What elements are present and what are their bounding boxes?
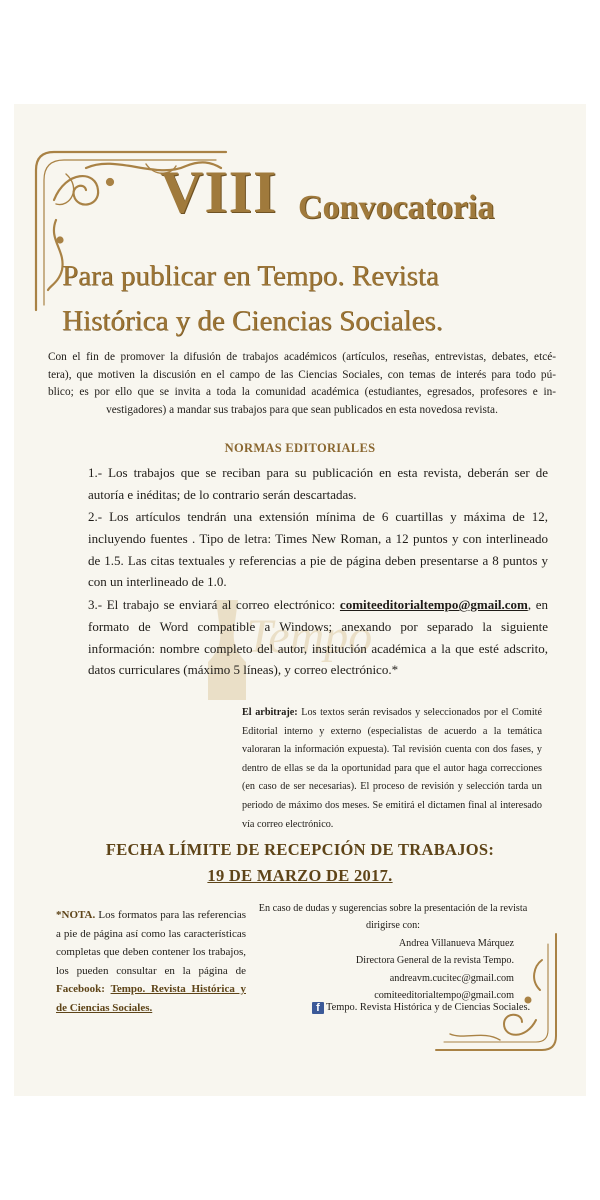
deadline-date [0,866,600,886]
rule-3-text: , en formato de Word compatible a Windows; anexando por separado la siguiente información: nombre completo del autor, institución académica a la que esté adscrito, datos curriculares (máximo 5 líneas), y correo electrónico.* [88,597,548,678]
contact-intro: En caso de dudas y sugerencias sobre la presentación de la revista dirigirse con: [258,903,528,932]
normas-heading: NORMAS EDITORIALES [224,441,376,455]
facebook-page-name[interactable]: Tempo. Revista Histórica y de Ciencias Sociales. [326,1002,531,1013]
rule-3 [88,594,548,681]
intro-line: blico; es por ello que se invita a toda la comunidad académica (estudiantes, egresados, profesores e in- [48,386,556,399]
rule-3-intro: 3.- El trabajo se enviará al correo electrónico: [88,597,340,612]
nota-text: Los formatos para las referencias a pie de página así como las características completas que deben contener los trabajos, los pueden consultar en la página de [56,909,246,977]
contact-email-2[interactable]: comiteeditorialtempo@gmail.com [374,990,514,1002]
nota-facebook: Facebook: [56,983,105,996]
intro-paragraph [48,349,556,419]
rule-1: 1.- Los trabajos que se reciban para su publicación en esta revista, deberán ser de autoría e inéditas; de lo contrario serán descartadas. [88,465,548,502]
contact-block [258,900,528,1004]
arbitraje-text: Los textos serán revisados y seleccionados por el Comité Editorial interno y externo (especialistas de acuerdo a la temática valoraran la información expuesta). Tal revisión cuenta con dos fases, y dentro de ellas se da la oportunidad para que el autor haga correcciones (en caso de ser necesarias). El proceso de revisión y selección tarda un periodo de máximo dos meses. Se emitirá el dictamen final al interesado vía correo electrónico. [242,707,542,830]
contact-name: Andrea Villanueva Márquez [398,937,514,949]
arbitraje-paragraph [242,704,542,834]
arbitraje-label: El arbitraje: [242,707,298,718]
rule-2: 2.- Los artículos tendrán una extensión mínima de 6 cuartillas y máxima de 12, incluyendo fuentes . Tipo de letra: Times New Roman, a 12 puntos y con interlineado de 1.5. Las citas textuales y referencias a pie de página deben presentarse a 8 puntos y con un interlineado de 1.0. [88,509,548,590]
facebook-page-line[interactable] [312,1000,552,1016]
title-number: VIII [160,159,278,225]
editorial-email-link[interactable]: comiteeditorialtempo@gmail.com [339,597,528,612]
watermark-text: Tempo [246,610,373,663]
nota-label: *NOTA. [56,909,96,921]
deadline-date-text: 19 DE MARZO DE 2017. [207,866,393,885]
title-word: Convocatoria [298,189,495,226]
intro-line: tera), que motiven la discusión en el campo de las Ciencias Sociales, con temas de interés para todo pú- [48,368,556,381]
intro-line: Con el fin de promover la difusión de trabajos académicos (artículos, reseñas, entrevistas, debates, etcé- [48,351,556,363]
intro-line: vestigadores) a mandar sus trabajos para que sean publicados en esta novedosa revista. [106,403,498,416]
nota-paragraph [56,906,246,1018]
deadline-heading: FECHA LÍMITE DE RECEPCIÓN DE TRABAJOS: [105,840,495,859]
facebook-page-link[interactable]: Tempo. Revista Histórica y de Ciencias Sociales. [56,983,246,1014]
subtitle-line-2: Histórica y de Ciencias Sociales. [62,305,443,337]
contact-role: Directora General de la revista Tempo. [355,955,514,967]
facebook-icon: f [312,1002,324,1014]
contact-email-1[interactable]: andreavm.cucitec@gmail.com [389,972,514,984]
subtitle-line-1: Para publicar en Tempo. Revista [62,260,439,292]
